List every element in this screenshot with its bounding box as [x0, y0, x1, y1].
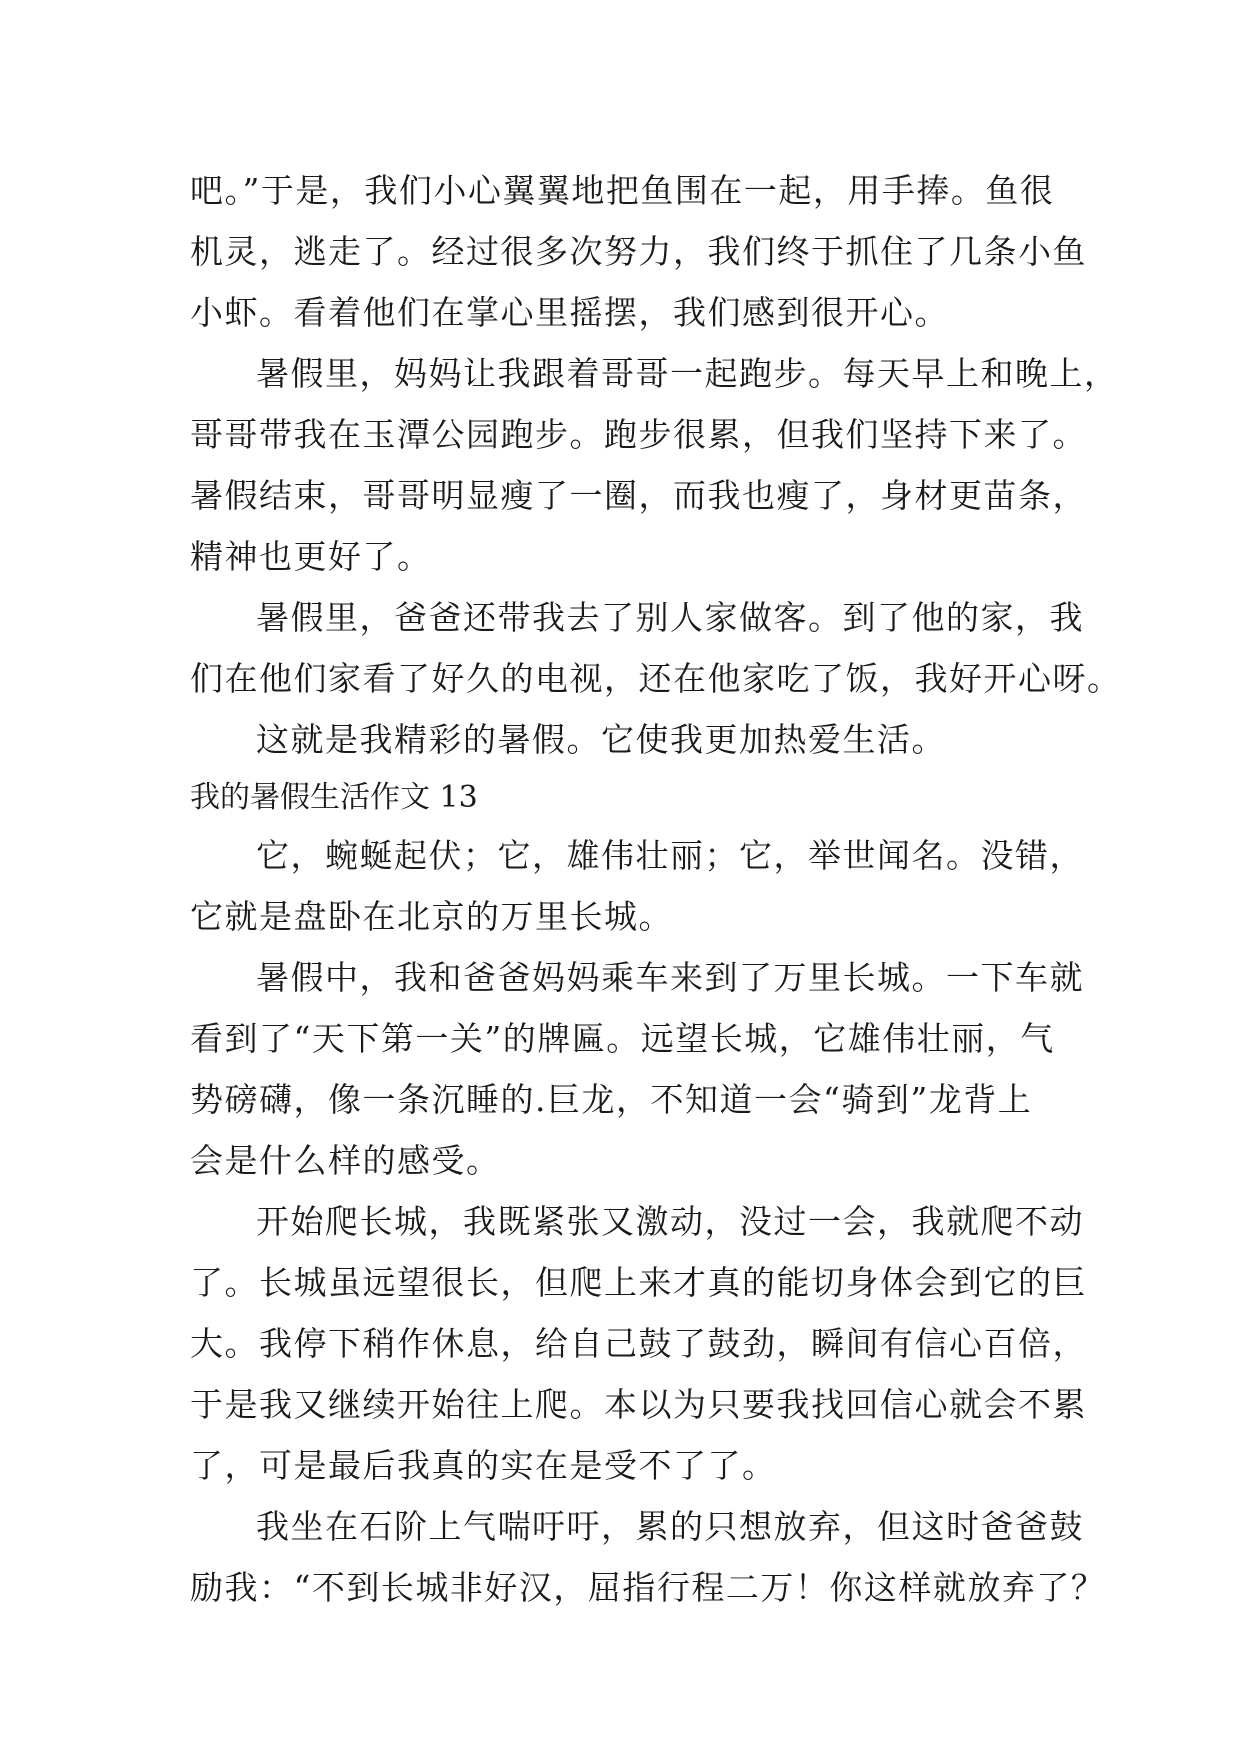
section-heading: 我的暑假生活作文 13: [190, 780, 478, 815]
text-line: 于是我又继续开始往上爬。本以为只要我找回信心就会不累: [190, 1385, 1087, 1424]
paragraph: [190, 587, 1122, 709]
text-line: 了。长城虽远望很长，但爬上来才真的能切身体会到它的巨: [190, 1263, 1087, 1302]
text-line: 暑假中，我和爸爸妈妈乘车来到了万里长城。一下车就: [256, 958, 1084, 997]
text-line: 励我：“不到长城非好汉，屈指行程二万！你这样就放弃了？: [190, 1568, 1106, 1607]
paragraph: [190, 947, 1084, 1191]
text-line: 暑假里，妈妈让我跟着哥哥一起跑步。每天早上和晚上，: [256, 354, 1119, 393]
text-line: 大。我停下稍作休息，给自己鼓了鼓劲，瞬间有信心百倍，: [190, 1324, 1087, 1363]
paragraph: [190, 1191, 1087, 1496]
text-line: 这就是我精彩的暑假。它使我更加热爱生活。: [256, 720, 946, 759]
text-line: 小虾。看着他们在掌心里摇摆，我们感到很开心。: [190, 293, 949, 332]
text-line: 精神也更好了。: [190, 537, 432, 576]
text-line: 们在他们家看了好久的电视，还在他家吃了饭，我好开心呀。: [190, 659, 1122, 698]
text-line: 哥哥带我在玉潭公园跑步。跑步很累，但我们坚持下来了。: [190, 415, 1087, 454]
text-line: 暑假里，爸爸还带我去了别人家做客。到了他的家，我: [256, 598, 1084, 637]
text-line: 看到了“天下第一关”的牌匾。远望长城，它雄伟壮丽，气: [190, 1019, 1055, 1058]
paragraph: [190, 709, 1070, 770]
text-line: 会是什么样的感受。: [190, 1141, 501, 1180]
text-line: 吧。”于是，我们小心翼翼地把鱼围在一起，用手捧。鱼很: [190, 171, 1055, 210]
paragraph: [190, 160, 1087, 343]
paragraph: [190, 343, 1119, 587]
text-line: 机灵，逃走了。经过很多次努力，我们终于抓住了几条小鱼: [190, 232, 1087, 271]
document-page: [190, 160, 1122, 1618]
text-line: 它就是盘卧在北京的万里长城。: [190, 897, 673, 936]
text-line: 了，可是最后我真的实在是受不了了。: [190, 1446, 777, 1485]
paragraph: [190, 825, 1084, 947]
text-line: 它，蜿蜒起伏；它，雄伟壮丽；它，举世闻名。没错，: [256, 836, 1084, 875]
paragraph: [190, 1496, 1106, 1618]
text-line: 暑假结束，哥哥明显瘦了一圈，而我也瘦了，身材更苗条，: [190, 476, 1087, 515]
text-line: 势磅礴，像一条沉睡的.巨龙，不知道一会“骑到”龙背上: [190, 1080, 1033, 1119]
text-line: 我坐在石阶上气喘吁吁，累的只想放弃，但这时爸爸鼓: [256, 1507, 1084, 1546]
text-line: 开始爬长城，我既紧张又激动，没过一会，我就爬不动: [256, 1202, 1084, 1241]
